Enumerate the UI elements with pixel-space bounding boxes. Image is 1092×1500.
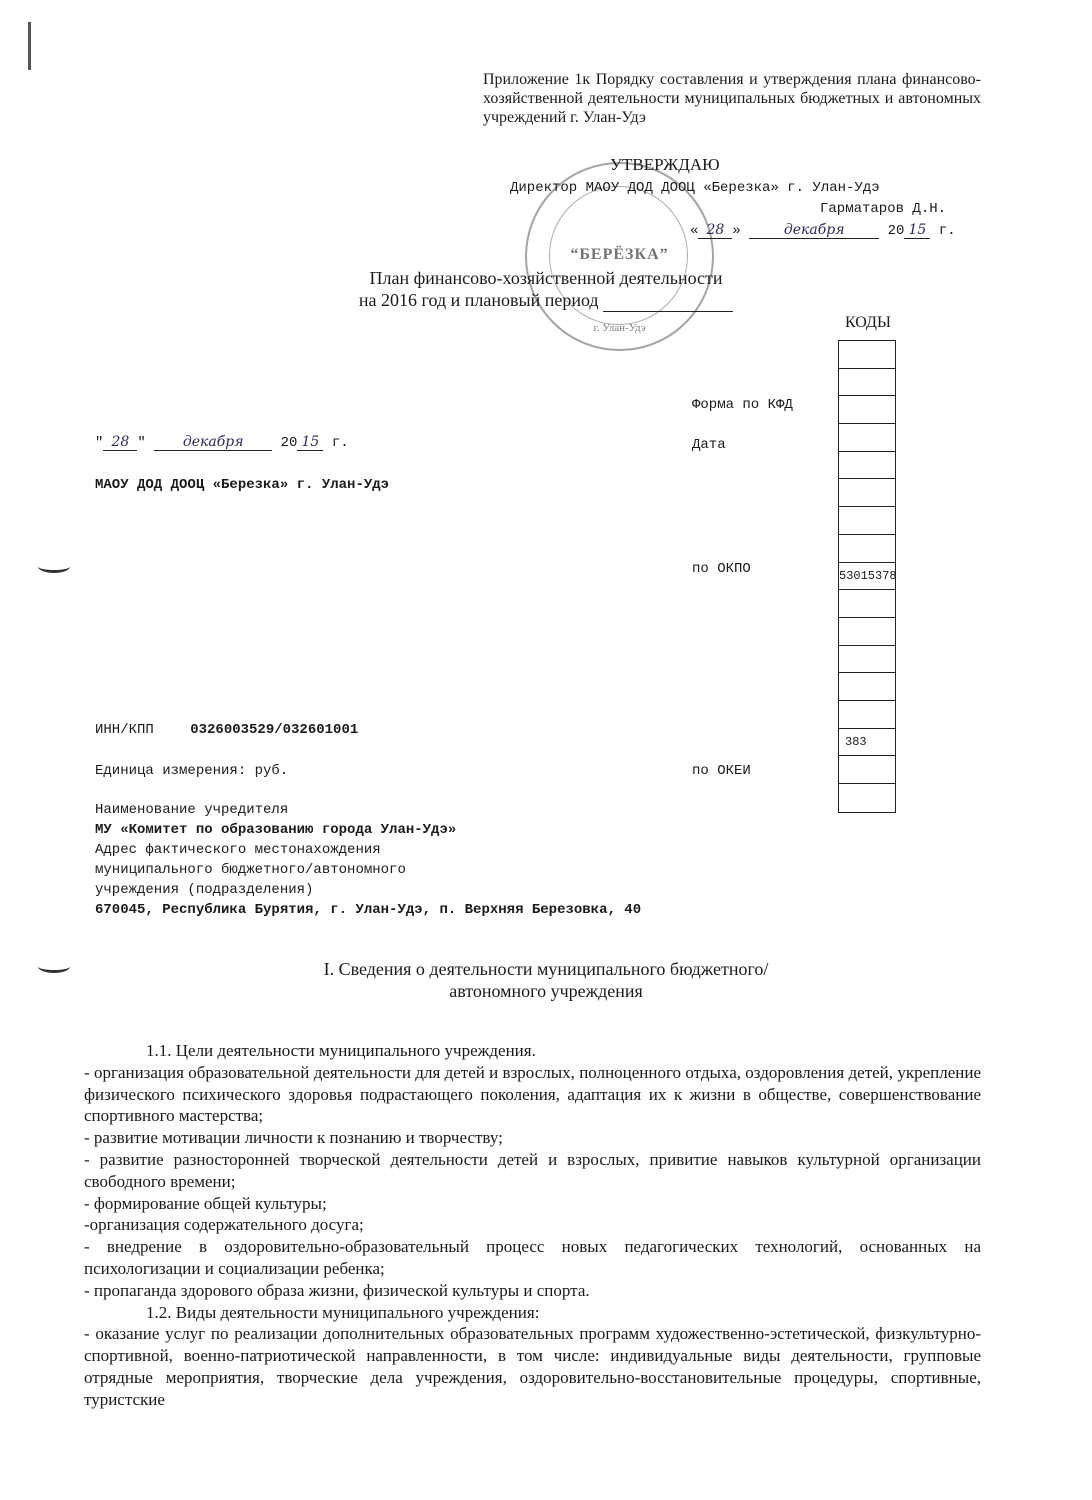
punch-hole-mark — [38, 560, 70, 573]
inn-value: 0326003529/032601001 — [190, 722, 359, 738]
date-label: Дата — [692, 437, 726, 453]
codes-cell — [839, 507, 895, 535]
doc-year-handwritten: 15 — [297, 434, 323, 451]
codes-cell — [839, 590, 895, 618]
codes-cell — [839, 369, 895, 397]
codes-cell — [839, 452, 895, 480]
stamp-city: г. Улан-Удэ — [593, 322, 646, 334]
codes-cell — [839, 756, 895, 784]
approval-director: Директор МАОУ ДОД ДООЦ «Березка» г. Улан-Удэ — [510, 180, 880, 196]
institution-name: МАОУ ДОД ДООЦ «Березка» г. Улан-Удэ — [95, 477, 390, 493]
approval-year-handwritten: 15 — [904, 222, 930, 239]
codes-cell-date — [839, 424, 895, 452]
address-label-line-3: учреждения (подразделения) — [95, 882, 314, 898]
codes-cell-okei: 383 — [839, 729, 895, 757]
codes-header: КОДЫ — [845, 314, 891, 331]
paragraph: - внедрение в оздоровительно-образовательный процесс новых педагогических технологий, основанных на психологизации и социализации ребенка; — [84, 1237, 981, 1278]
codes-cell — [839, 341, 895, 369]
document-date: " 28 " декабря 20 15 г. — [95, 434, 349, 451]
scan-edge-mark — [28, 22, 31, 70]
address-label-line-1: Адрес фактического местонахождения — [95, 842, 381, 858]
inn-row: ИНН/КПП 0326003529/032601001 — [95, 722, 359, 738]
codes-cell — [839, 479, 895, 507]
paragraph: - оказание услуг по реализации дополнительных образовательных программ художественно-эстетической, физкультурно-спортивной, военно-патриотической направленности, в том числе: индивидуальные виды деятельности, групповые отрядные мероприятия, творческие дела учреждения, оздоровительно-восстановительные процедуры, спортивные, туристские — [84, 1324, 981, 1409]
approval-date: « 28 » декабря 20 15 г. — [690, 222, 956, 239]
codes-cell — [839, 673, 895, 701]
codes-cell — [839, 646, 895, 674]
codes-cell — [839, 535, 895, 563]
okei-label: по ОКЕИ — [692, 763, 751, 779]
doc-month-handwritten: декабря — [154, 434, 272, 451]
address-label-line-2: муниципального бюджетного/автономного — [95, 862, 406, 878]
paragraph-1-1-heading: 1.1. Цели деятельности муниципального учреждения. — [146, 1041, 536, 1060]
founder-value: МУ «Комитет по образованию города Улан-Удэ» — [95, 822, 457, 838]
paragraph: - организация образовательной деятельности для детей и взрослых, полноценного отдыха, оздоровления детей, укрепление физического психического здоровья подрастающего поколения, адаптация их к жизни в обществе, совершенствование спортивного мастерства; — [84, 1062, 981, 1126]
stamp-name: “БЕРЁЗКА” — [570, 246, 669, 263]
section-1-title: I. Сведения о деятельности муниципального бюджетного/ автономного учреждения — [323, 959, 769, 1001]
address-value: 670045, Республика Бурятия, г. Улан-Удэ, п. Верхняя Березовка, 40 — [95, 902, 642, 918]
approval-day-handwritten: 28 — [698, 222, 732, 239]
approval-name: Гарматаров Д.Н. — [820, 201, 947, 217]
doc-day-handwritten: 28 — [103, 434, 137, 451]
codes-cell — [839, 618, 895, 646]
paragraph: - формирование общей культуры; — [84, 1193, 327, 1213]
founder-label: Наименование учредителя — [95, 802, 289, 818]
form-label: Форма по КФД — [692, 397, 793, 413]
paragraph-1-2-heading: 1.2. Виды деятельности муниципального учреждения: — [146, 1302, 540, 1322]
plan-period-blank — [603, 289, 733, 312]
codes-cell-okpo: 53015378 — [839, 563, 895, 591]
paragraph: - развитие мотивации личности к познанию и творчеству; — [84, 1128, 503, 1148]
codes-cell — [839, 784, 895, 812]
okpo-label: по ОКПО — [692, 561, 751, 577]
body-text — [84, 1040, 981, 1411]
appendix-note: Приложение 1к Порядку составления и утверждения плана финансово-хозяйственной деятельности муниципальных бюджетных и автономных учреждений г. Улан-Удэ — [483, 71, 981, 126]
codes-column — [838, 340, 896, 813]
plan-title: План финансово-хозяйственной деятельности на 2016 год и плановый период — [0, 267, 1092, 312]
approval-title: УТВЕРЖДАЮ — [610, 155, 720, 174]
unit-label: Единица измерения: руб. — [95, 763, 289, 779]
paragraph: - развитие разносторонней творческой деятельности детей и взрослых, привитие навыков культурной организации свободного времени; — [84, 1149, 981, 1191]
approval-month-handwritten: декабря — [749, 222, 879, 239]
paragraph: -организация содержательного досуга; — [84, 1215, 364, 1235]
codes-cell — [839, 701, 895, 729]
codes-cell-form — [839, 396, 895, 424]
paragraph: - пропаганда здорового образа жизни, физической культуры и спорта. — [84, 1280, 590, 1300]
